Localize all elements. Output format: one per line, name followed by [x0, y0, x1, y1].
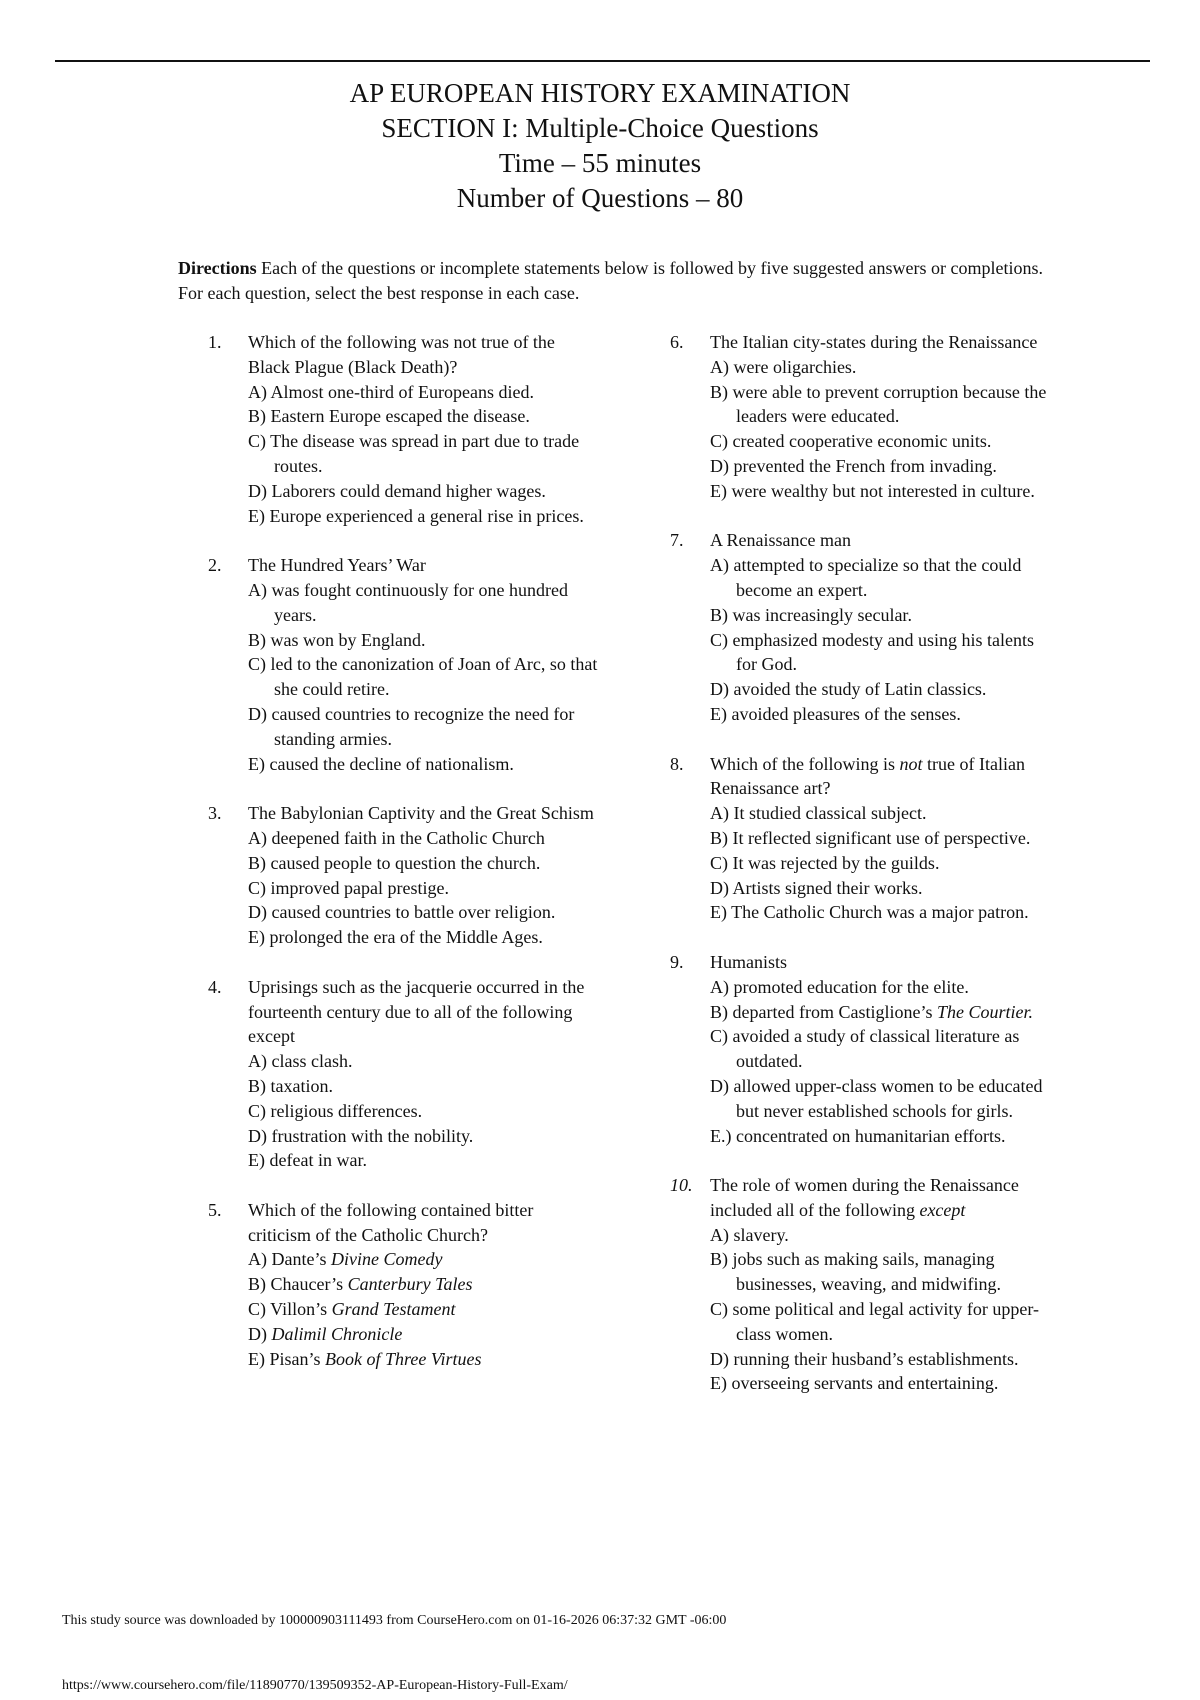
question-4 [208, 975, 598, 1173]
question-count: Number of Questions – 80 [456, 183, 744, 213]
question-stem: The Italian city-states during the Renaissance [710, 332, 1038, 352]
question-3 [208, 801, 598, 950]
option-e: E) The Catholic Church was a major patron. [710, 902, 1029, 923]
right-column [670, 330, 1050, 1421]
option-b: B) jobs such as making sails, managing businesses, weaving, and midwifing. [710, 1249, 1001, 1295]
directions-label: Directions [178, 258, 257, 278]
work-title: Divine Comedy [330, 1249, 443, 1270]
option-d: D) caused countries to battle over religion. [248, 902, 556, 923]
option-d: D) Artists signed their works. [710, 877, 923, 898]
source-url[interactable]: https://www.coursehero.com/file/11890770/139509352-AP-European-History-Full-Exam/ [62, 1678, 568, 1693]
option-c: C) Villon’s Grand Testament [248, 1299, 456, 1320]
question-5 [208, 1198, 598, 1372]
option-c: C) emphasized modesty and using his talents for God. [710, 629, 1034, 675]
question-stem: A Renaissance man [710, 530, 851, 551]
exam-title: AP EUROPEAN HISTORY EXAMINATION [349, 78, 851, 108]
option-d: D) prevented the French from invading. [710, 455, 997, 476]
question-2 [208, 553, 598, 776]
option-c: C) improved papal prestige. [248, 877, 449, 898]
question-10 [670, 1173, 1050, 1396]
exam-header [0, 76, 1200, 216]
question-number: 5. [208, 1199, 222, 1220]
section-title: SECTION I: Multiple-Choice Questions [381, 113, 819, 143]
emphasis: except [919, 1199, 966, 1220]
question-6 [670, 330, 1050, 504]
download-notice: This study source was downloaded by 100000903111493 from CourseHero.com on 01-16-2026 06:37:32 GMT -06:00 [62, 1613, 727, 1628]
option-d: D) frustration with the nobility. [248, 1125, 474, 1146]
work-title: Book of Three Virtues [325, 1348, 482, 1369]
question-number: 1. [208, 332, 222, 352]
option-e: E) Europe experienced a general rise in prices. [248, 505, 584, 526]
question-stem: The role of women during the Renaissance included all of the following except [710, 1175, 1019, 1220]
question-number: 2. [208, 555, 222, 576]
question-number: 8. [670, 753, 684, 774]
question-number: 6. [670, 332, 684, 352]
option-c: C) some political and legal activity for upper-class women. [710, 1299, 1040, 1344]
option-e: E.) concentrated on humanitarian efforts. [710, 1125, 1006, 1146]
question-stem: Which of the following was not true of the Black Plague (Black Death)? [248, 332, 555, 377]
question-number: 9. [670, 951, 684, 972]
question-stem: Which of the following is not true of Italian Renaissance art? [710, 753, 1025, 799]
question-number: 3. [208, 803, 222, 824]
option-c: C) created cooperative economic units. [710, 431, 992, 452]
question-1 [208, 330, 598, 528]
option-b: B) were able to prevent corruption because the leaders were educated. [710, 381, 1047, 427]
option-e: E) caused the decline of nationalism. [248, 753, 514, 774]
option-e: E) overseeing servants and entertaining. [710, 1373, 999, 1394]
option-a: A) promoted education for the elite. [710, 976, 969, 997]
option-b: B) taxation. [248, 1075, 333, 1096]
question-stem: Uprisings such as the jacquerie occurred in the fourteenth century due to all of the following except [248, 976, 585, 1047]
question-number: 7. [670, 530, 684, 551]
question-stem: Humanists [710, 951, 788, 972]
option-b: B) departed from Castiglione’s The Courtier. [710, 1001, 1033, 1022]
option-b: B) was increasingly secular. [710, 604, 912, 625]
question-stem: Which of the following contained bitter criticism of the Catholic Church? [248, 1199, 534, 1245]
option-a: A) slavery. [710, 1224, 789, 1245]
option-c: C) religious differences. [248, 1100, 423, 1121]
option-e: E) avoided pleasures of the senses. [710, 703, 961, 724]
work-title: Dalimil Chronicle [271, 1323, 403, 1344]
option-a: A) Almost one-third of Europeans died. [248, 381, 534, 402]
left-column [208, 330, 598, 1396]
option-d: D) caused countries to recognize the need for standing armies. [248, 703, 575, 749]
option-d: D) Dalimil Chronicle [248, 1323, 403, 1344]
work-title: Canterbury Tales [347, 1274, 473, 1295]
option-c: C) led to the canonization of Joan of Arc, so that she could retire. [248, 654, 598, 700]
top-rule [55, 60, 1150, 62]
question-stem: The Hundred Years’ War [248, 555, 426, 576]
option-e: E) prolonged the era of the Middle Ages. [248, 927, 543, 948]
option-e: E) were wealthy but not interested in culture. [710, 480, 1035, 501]
option-b: B) Eastern Europe escaped the disease. [248, 406, 530, 427]
option-e: E) Pisan’s Book of Three Virtues [248, 1348, 482, 1369]
option-a: A) Dante’s Divine Comedy [248, 1249, 443, 1270]
option-c: C) It was rejected by the guilds. [710, 852, 940, 873]
question-8 [670, 752, 1050, 926]
option-b: B) was won by England. [248, 629, 426, 650]
question-number: 4. [208, 976, 222, 997]
option-d: D) allowed upper-class women to be educated but never established schools for girls. [710, 1075, 1043, 1121]
option-a: A) It studied classical subject. [710, 803, 927, 824]
option-d: D) running their husband’s establishments. [710, 1348, 1019, 1369]
option-b: B) Chaucer’s Canterbury Tales [248, 1274, 473, 1295]
work-title: The Courtier. [936, 1001, 1033, 1022]
option-c: C) avoided a study of classical literature as outdated. [710, 1026, 1020, 1072]
option-a: A) deepened faith in the Catholic Church [248, 827, 545, 848]
question-7 [670, 528, 1050, 726]
option-b: B) caused people to question the church. [248, 852, 541, 873]
option-c: C) The disease was spread in part due to trade routes. [248, 431, 580, 476]
option-a: A) attempted to specialize so that the could become an expert. [710, 555, 1022, 600]
option-d: D) avoided the study of Latin classics. [710, 679, 987, 700]
option-b: B) It reflected significant use of perspective. [710, 827, 1031, 848]
option-a: A) class clash. [248, 1051, 353, 1072]
question-number: 10. [670, 1175, 693, 1196]
option-e: E) defeat in war. [248, 1150, 367, 1171]
time-limit: Time – 55 minutes [498, 148, 702, 178]
option-a: A) was fought continuously for one hundred years. [248, 579, 568, 625]
option-a: A) were oligarchies. [710, 356, 857, 377]
work-title: Grand Testament [331, 1299, 456, 1320]
directions [178, 256, 1048, 306]
directions-text: Each of the questions or incomplete statements below is followed by five suggested answers or completions. For each question, select the best response in each case. [178, 258, 1043, 303]
question-stem: The Babylonian Captivity and the Great Schism [248, 803, 594, 824]
question-9 [670, 950, 1050, 1148]
option-d: D) Laborers could demand higher wages. [248, 480, 546, 501]
emphasis: not [899, 753, 923, 774]
